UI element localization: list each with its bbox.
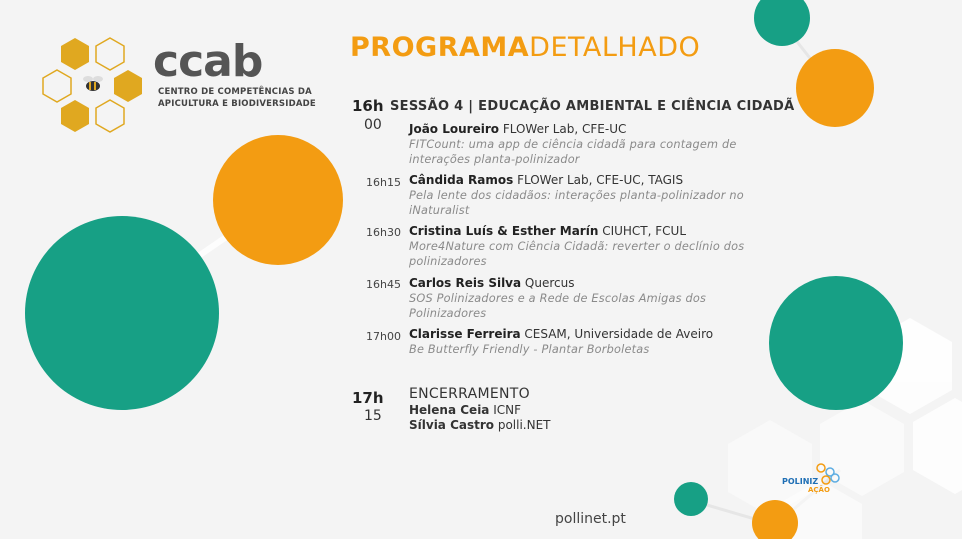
orange-circle-left	[213, 135, 343, 265]
teal-circle-large	[25, 216, 219, 410]
speaker-name: João Loureiro	[409, 122, 499, 136]
partner-logo-text: POLINIZ	[782, 477, 819, 486]
session-minute: 00	[364, 117, 382, 133]
teal-circle-right	[769, 276, 903, 410]
item-time: 16h45	[366, 278, 401, 291]
partner-logo-text-2: AÇÃO	[808, 486, 830, 494]
list-item	[409, 172, 789, 218]
list-item	[409, 223, 789, 269]
speaker-affiliation: Quercus	[521, 276, 575, 290]
speaker-line	[409, 121, 789, 137]
ccab-subtitle-line1: CENTRO DE COMPETÊNCIAS DA	[158, 87, 312, 97]
teal-circle-top	[754, 0, 810, 46]
speaker-line	[409, 326, 789, 342]
item-time: 16h15	[366, 176, 401, 189]
closing-person	[409, 418, 551, 433]
website-link[interactable]: pollinet.pt	[555, 511, 626, 527]
speaker-affiliation: FLOWer Lab, CFE-UC	[499, 122, 627, 136]
title-light: DETALHADO	[529, 32, 701, 63]
speaker-affiliation: CIUHCT, FCUL	[598, 224, 687, 238]
speaker-line	[409, 172, 789, 188]
speaker-name: Cândida Ramos	[409, 173, 514, 187]
page-title	[350, 32, 700, 63]
speaker-line	[409, 275, 789, 291]
item-time: 17h00	[366, 330, 401, 343]
teal-circle-bottom	[674, 482, 708, 516]
talk-title: More4Nature com Ciência Cidadã: reverter o declínio dos	[409, 240, 745, 253]
session-title: SESSÃO 4 | EDUCAÇÃO AMBIENTAL E CIÊNCIA CIDADÃ	[390, 99, 795, 114]
speaker-affiliation: FLOWer Lab, CFE-UC, TAGIS	[513, 173, 684, 187]
talk-title: Polinizadores	[409, 307, 487, 320]
talk-title: interações planta-polinizador	[409, 153, 580, 166]
closing-person-name: Helena Ceia	[409, 403, 490, 417]
list-item	[409, 326, 789, 357]
talk-title: Be Butterfly Friendly - Plantar Borboletas	[409, 343, 650, 356]
talk-title: SOS Polinizadores e a Rede de Escolas Amigas dos	[409, 292, 707, 305]
talk-title: iNaturalist	[409, 204, 470, 217]
session-hour: 16h	[352, 97, 384, 115]
talk-title: Pela lente dos cidadãos: interações planta-polinizador no	[409, 189, 744, 202]
hex-logo	[43, 38, 142, 132]
closing-person	[409, 403, 551, 418]
ccab-logo-subtitle	[158, 86, 316, 110]
list-item	[409, 275, 789, 321]
closing-hour: 17h	[352, 389, 384, 407]
speaker-name: Clarisse Ferreira	[409, 327, 521, 341]
closing-minute: 15	[364, 408, 382, 424]
closing-person-name: Sílvia Castro	[409, 418, 495, 432]
item-time: 16h30	[366, 226, 401, 239]
closing-people	[409, 403, 551, 433]
speaker-name: Carlos Reis Silva	[409, 276, 522, 290]
speaker-line	[409, 223, 789, 239]
speaker-name: Cristina Luís & Esther Marín	[409, 224, 599, 238]
ccab-subtitle-line2: APICULTURA E BIODIVERSIDADE	[158, 99, 316, 109]
closing-person-org: polli.NET	[494, 418, 551, 432]
closing-person-org: ICNF	[489, 403, 522, 417]
talk-title: FITCount: uma app de ciência cidadã para contagem de	[409, 138, 737, 151]
ccab-logo-text: ccab	[153, 36, 263, 87]
title-bold: PROGRAMA	[350, 32, 530, 63]
orange-circle-top	[796, 49, 874, 127]
speaker-affiliation: CESAM, Universidade de Aveiro	[520, 327, 714, 341]
closing-title: ENCERRAMENTO	[409, 386, 530, 402]
list-item	[409, 121, 789, 167]
talk-title: polinizadores	[409, 255, 487, 268]
